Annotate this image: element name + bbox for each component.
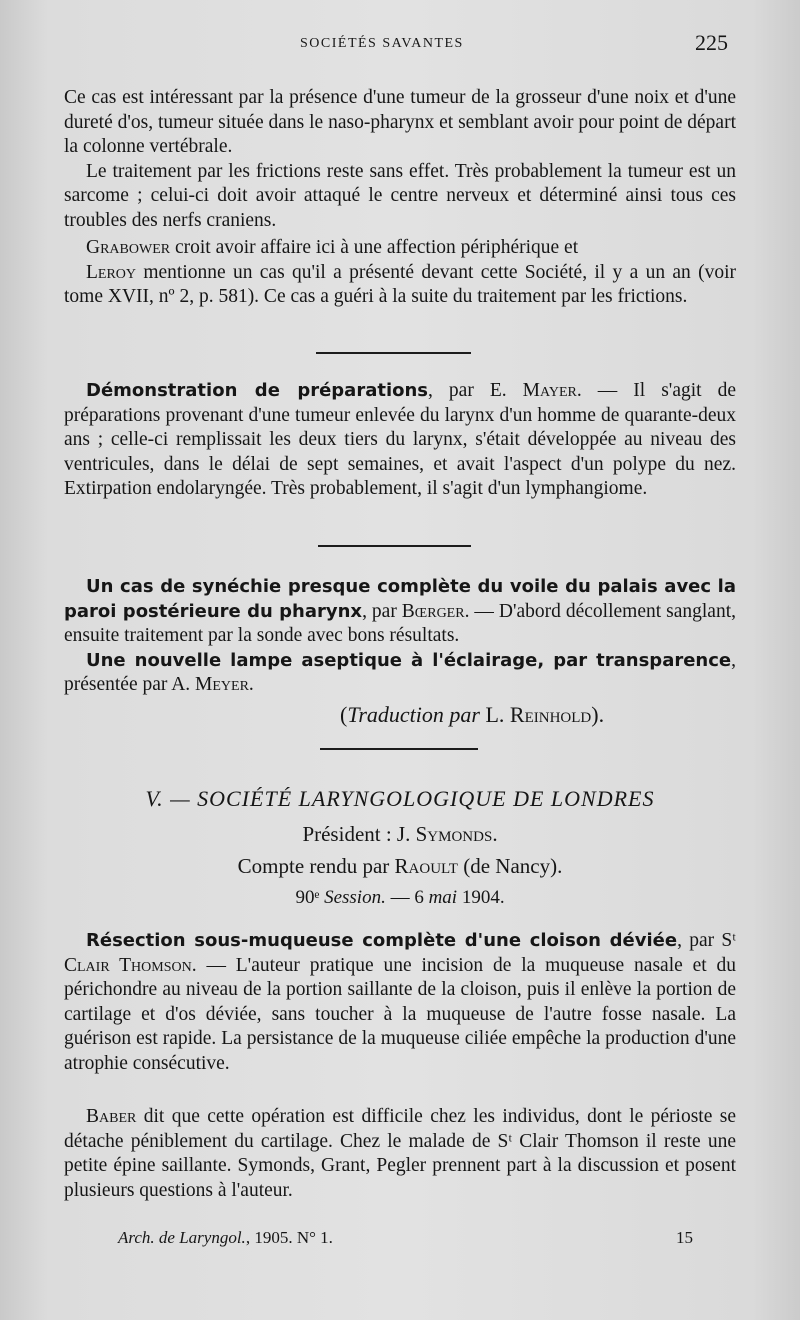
signature-mark: 15 — [676, 1228, 693, 1247]
paragraph-text: dit que cette opération est difficile chez les individus, dont le périoste se détache péniblement du cartilage. Chez le malade de Sᵗ Clair Thomson il reste une petite épine saillante. Symonds, Grant, Pegler prennent part à la discussion et posent plusieurs questions à l'auteur. — [64, 1106, 736, 1201]
author-name: Bœrger — [401, 600, 465, 622]
paragraph-demonstration — [64, 379, 736, 502]
paragraph-lamp — [64, 649, 736, 698]
section-resection — [64, 929, 736, 1076]
president-name: Symonds — [415, 822, 493, 846]
reporter-name: Raoult — [394, 854, 458, 878]
page-number: 225 — [695, 30, 728, 55]
running-title: SOCIÉTÉS SAVANTES — [300, 36, 464, 51]
byline-prefix: , par — [362, 600, 402, 622]
session-line — [0, 887, 800, 909]
footer-journal — [118, 1228, 333, 1248]
journal-name: Arch. de Laryngol. — [118, 1228, 246, 1247]
paragraph-tumor-description: Ce cas est intéressant par la présence d'une tumeur de la grosseur d'une noix et d'une dureté d'os, tumeur située dans le naso-pharynx et semblant avoir pour point de départ la colonne vertébrale. — [64, 87, 736, 157]
author-name: Meyer — [195, 674, 249, 695]
paragraph-resection — [64, 929, 736, 1076]
paragraph-text: . — L'auteur pratique une incision de la muqueuse nasale et du périchondre au niveau de la portion saillante de la cloison, puis il enlève la portion de cartilage et d'os déviée, sans toucher à la muqueuse de l'autre fosse nasale. La guérison est rapide. La persistance de la muqueuse ciliée empêche la production d'une atrophie consécutive. — [64, 954, 736, 1074]
running-header — [0, 30, 800, 60]
byline-prefix: , présentée par A. — [64, 649, 736, 695]
paren-close: ). — [591, 702, 605, 727]
session-word: Session. — [319, 887, 386, 908]
author-name: Leroy — [86, 261, 137, 283]
session-number: 90ᵉ — [295, 887, 320, 908]
president-line — [0, 822, 800, 847]
separator-rule — [318, 545, 471, 547]
paragraph-leroy — [64, 261, 736, 310]
section-synechia — [64, 575, 736, 698]
paragraph-text: . — Il s'agit de préparations provenant d'une tumeur enlevée du larynx d'un homme de quarante-deux ans ; celle-ci remplissait les deux tiers du larynx, s'était développée au niveau des ventricules, dans le délai de sept semaines, et avait l'aspect d'un polype du nez. Extirpation endolaryngée. Très probablement, il s'agit d'un lymphangiome. — [64, 380, 736, 499]
article-title: Une nouvelle lampe aseptique à l'éclairage, par transparence — [86, 649, 732, 671]
byline-prefix: , par E. — [428, 380, 523, 401]
article-title: Un cas de synéchie presque complète du voile du palais avec la paroi postérieure du pharynx — [64, 576, 736, 622]
paragraph-text: croit avoir affaire ici à une affection périphérique et — [170, 237, 579, 258]
separator-rule — [320, 748, 478, 750]
session-year: 1904. — [457, 887, 505, 908]
paragraph-grabower — [64, 236, 736, 261]
report-label: Compte rendu par — [237, 854, 395, 878]
translator-name: Reinhold — [509, 702, 592, 727]
paragraph-baber — [64, 1105, 736, 1203]
president-end: . — [492, 822, 498, 846]
author-name: Baber — [86, 1106, 137, 1127]
report-line — [0, 854, 800, 879]
author-name: Mayer — [522, 380, 577, 401]
article-title: Démonstration de préparations — [86, 380, 429, 401]
paragraph-end: . — [248, 674, 254, 695]
society-title: V. — SOCIÉTÉ LARYNGOLOGIQUE DE LONDRES — [145, 786, 655, 811]
byline-prefix: , par Sᵗ — [677, 930, 736, 951]
paragraph-treatment: Le traitement par les frictions reste sans effet. Très probablement la tumeur est un sarcome ; celui-ci doit avoir attaqué le centre nerveux et déterminé ainsi tous ces troubles des nerfs craniens. — [64, 160, 736, 231]
journal-issue: , 1905. N° 1. — [245, 1228, 333, 1247]
section-discussion — [64, 236, 736, 310]
society-heading — [0, 786, 800, 812]
session-date-day: — 6 — [385, 887, 429, 908]
paragraph-synechia — [64, 575, 736, 649]
section-baber — [64, 1105, 736, 1203]
president-label: Président : J. — [302, 822, 416, 846]
author-name: Clair Thomson — [64, 954, 192, 976]
section-demonstration — [64, 379, 736, 502]
paren-open: ( — [340, 702, 348, 727]
translation-credit — [340, 702, 604, 728]
section-tumor-case — [64, 86, 736, 233]
session-month: mai — [428, 887, 458, 908]
paragraph-text: mentionne un cas qu'il a présenté devant cette Société, il y a un an (voir tome XVII, nº 2, p. 581). Ce cas a guéri à la suite du traitement par les frictions. — [64, 261, 736, 307]
article-title: Résection sous-muqueuse complète d'une cloison déviée — [86, 930, 678, 951]
paragraph-text: . — D'abord décollement sanglant, ensuite traitement par la sonde avec bons résultats. — [64, 600, 736, 646]
translator-initial: L. — [479, 702, 510, 727]
translation-label: Traduction par — [347, 702, 480, 727]
reporter-place: (de Nancy). — [457, 854, 563, 878]
separator-rule — [316, 352, 471, 354]
author-name: Grabower — [86, 237, 171, 258]
